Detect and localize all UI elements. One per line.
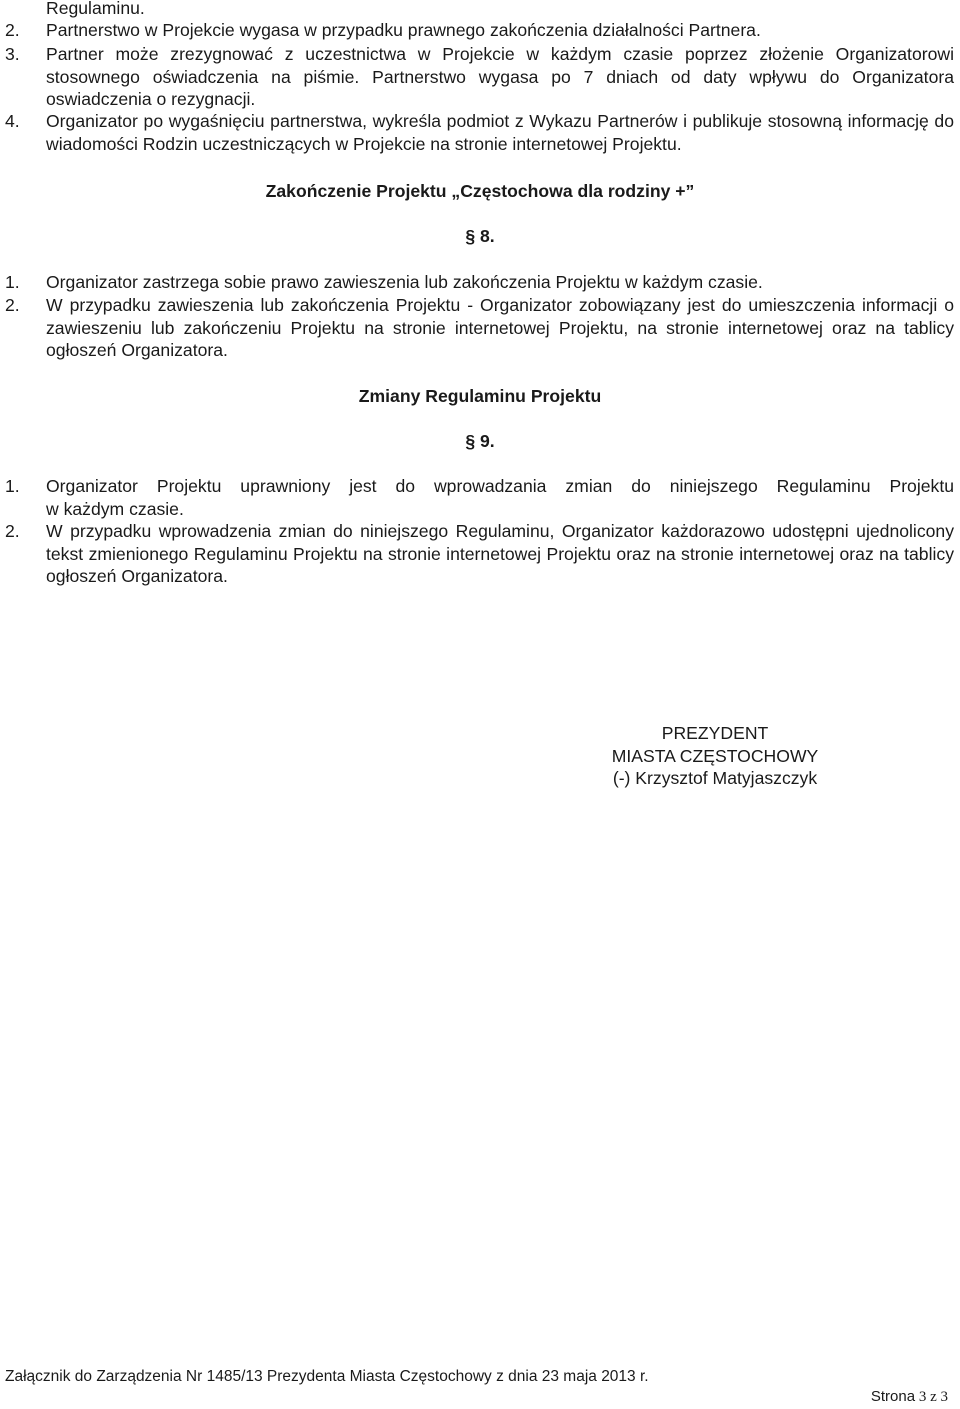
page-number-label: Strona — [870, 1388, 916, 1405]
list-item-text: W przypadku wprowadzenia zmian do niniejszego Regulaminu, Organizator każdorazowo udostępni ujednolicony tekst zmienionego Regulaminu Projektu na stronie internetowej Projektu oraz na stronie internetowej oraz na tablicy ogłoszeń Organizatora. — [46, 521, 954, 586]
top-continuation-text: Regulaminu. — [46, 0, 145, 18]
list-item-number: 3. — [5, 44, 20, 64]
list-item — [0, 110, 954, 155]
list-item-text: Partnerstwo w Projekcie wygasa w przypadku prawnego zakończenia działalności Partnera. — [46, 20, 761, 40]
list-item-number: 2. — [5, 295, 20, 315]
page-number — [871, 1386, 948, 1409]
list-item-text: W przypadku zawieszenia lub zakończenia Projektu - Organizator zobowiązany jest do umieszczenia informacji o zawieszeniu lub zakończeniu Projektu na stronie internetowej Projektu, na stronie internetowej oraz na tablicy ogłoszeń Organizatora. — [46, 295, 954, 360]
list-item-text: Partner może zrezygnować z uczestnictwa w Projekcie w każdym czasie poprzez złożenie Organizatorowi stosownego oświadczenia na piśmie. Partnerstwo wygasa po 7 dniach od daty wpływu do Organizatora oswiadczenia o rezygnacji. — [46, 44, 954, 109]
section-9-paragraph-mark: § 9. — [465, 431, 495, 451]
page-number-of: z — [930, 1389, 937, 1405]
list-item-text-continuation: w każdym czasie. — [46, 498, 184, 519]
page-number-total: 3 — [940, 1389, 948, 1405]
list-item-number: 1. — [5, 476, 20, 496]
list-item — [0, 271, 954, 294]
section-9-heading: Zmiany Regulaminu Projektu — [358, 386, 602, 406]
list-item-number: 4. — [5, 111, 20, 131]
list-item — [0, 19, 954, 42]
section-8-paragraph-mark: § 8. — [465, 226, 495, 246]
document-body — [0, 0, 954, 20]
list-item-number: 2. — [5, 20, 20, 40]
list-item-number: 1. — [5, 272, 20, 292]
list-item-text: Organizator zastrzega sobie prawo zawieszenia lub zakończenia Projektu w każdym czasie. — [46, 272, 763, 292]
list-item — [0, 475, 954, 520]
list-item — [0, 520, 954, 588]
list-item — [0, 294, 954, 362]
page-number-current: 3 — [918, 1389, 927, 1405]
signature-title: PREZYDENT — [661, 723, 769, 743]
list-item-number: 2. — [5, 521, 20, 541]
signature-block — [555, 722, 875, 790]
list-item — [0, 43, 954, 111]
section-8-heading: Zakończenie Projektu „Częstochowa dla rodziny +” — [265, 181, 695, 201]
signature-office: MIASTA CZĘSTOCHOWY — [611, 745, 819, 766]
list-item-text: Organizator po wygaśnięciu partnerstwa, wykreśla podmiot z Wykazu Partnerów i publikuje stosowną informację do wiadomości Rodzin uczestniczących w Projekcie na stronie internetowej Projektu. — [46, 111, 954, 154]
signature-name: (-) Krzysztof Matyjaszczyk — [612, 768, 818, 788]
footer-text: Załącznik do Zarządzenia Nr 1485/13 Prezydenta Miasta Częstochowy z dnia 23 maja 2013 r. — [5, 1368, 649, 1385]
list-item-text: Organizator Projektu uprawniony jest do wprowadzania zmian do niniejszego Regulaminu Projektu — [46, 476, 954, 496]
